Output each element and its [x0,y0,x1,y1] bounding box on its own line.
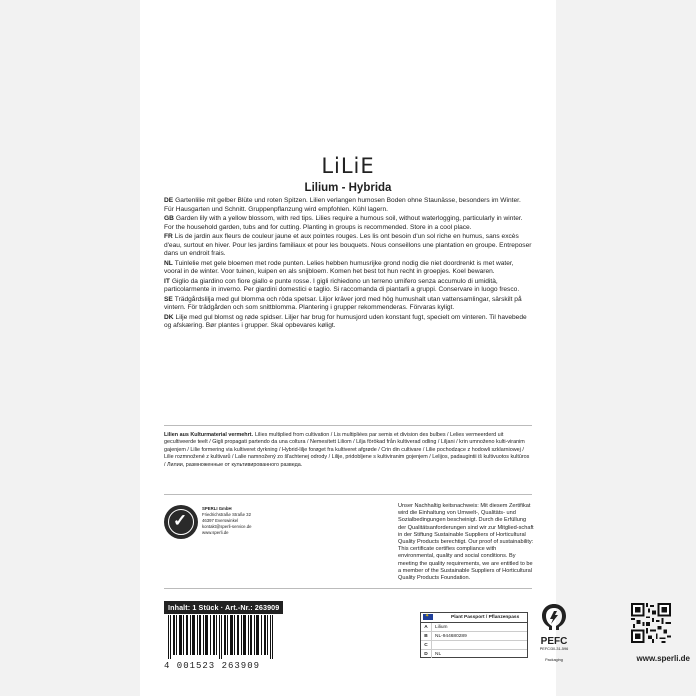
passport-value: NL-944680289 [435,633,467,639]
passport-value: NL [435,651,442,657]
description-text: Lis de jardin aux fleurs de couleur jaune et aux pointes rouges. Les lis ont besoin d'un sol riche en humus, sans excès d'eau, surtout en hiver. Pour les jardins familiaux et pour les bouquets. Nous conseillons une plantation en groupe. Entreposer dans un endroit frais. [164,233,532,257]
pefc-packaging: Packaging [545,658,563,662]
lang-code: DK [164,313,174,321]
divider [164,588,532,589]
cultivation-lead: Lilien aus Kulturmaterial vermehrt. [164,432,253,438]
barcode [164,615,276,659]
lang-code: DE [164,197,174,204]
website-link[interactable]: www.sperli.de [636,654,690,663]
passport-row [421,650,527,658]
passport-row [421,632,527,641]
description-gb [164,215,532,232]
passport-row [421,641,527,650]
company-street: Friedrichstraße Straße 32 [202,512,251,517]
qr-code-icon [631,603,671,643]
lang-code: GB [164,215,174,222]
lang-code: IT [164,277,170,285]
sustainability-text: Unser Nachhaltig keitsnachweis: Mit diesem Zertifikat wird die Einhaltung von Umwelt-, Qualitäts- und Sozialbedingungen bescheinigt. Durch die Erfüllung der Qualitätsanforderungen sind wir zur Mitglied-schaft in der Stiftung Sustainable Suppliers of Horticultural Quality Products berechtigt. Our proof of sustainability: This certificate certifies compliance with environmental, quality and social conditions. By meeting the quality requirements, we are entitled to be a member of the Sustainable Suppliers of Horticultural Quality Products Foundation. [398,503,534,582]
description-it [164,278,532,295]
passport-code: C [421,641,432,649]
divider [164,425,532,426]
description-text: Lilje med gul blomst og røde spidser. Liljer har brug for humusjord uden konstant fugt, specielt om vinteren. Til havebede og afskæring. Bør plantes i grupper. Skal opbevares køligt. [164,313,527,329]
description-text: Gartenlilie mit gelber Blüte und roten Spitzen. Lilien verlangen humosen Boden ohne Staunässe, besonders im Winter. Für Hausgarten und Schnitt. Gruppenpflanzung wird empfohlen. Kühl lagern. [164,197,521,213]
description-text: Giglio da giardino con fiore giallo e punte rosse. I gigli richiedono un terreno umifero senza accumulo di umidità, particolarmente in inverno. Per giardini domestici e taglio. Si raccomanda di piantarli a gruppi. Conservare in luogo fresco. [164,277,520,293]
cultivation-note [164,432,532,469]
description-text: Tuinlelie met gele bloemen met rode punten. Lelies hebben humusrijke grond nodig die niet doordrenkt is met water, vooral in de winter. Voor tuinen, kuipen en als snijbloem. Komen het best tot hun recht in groepjes. Koel bewaren. [164,259,514,275]
packet-back [140,0,690,696]
description-dk [164,314,532,331]
pefc-label: PEFC [540,636,568,647]
lang-code: FR [164,233,173,240]
cultivation-text: Lilies multiplied from cultivation / Lis multipliées par semis et division des bulbes / Lelies vermeerderd uit gecultiveerde teelt / Gigli propagati partendo da una coltura / Nemesített Liliom / Lilja förökad från kultiverad odling / Liljani / krin umnoženo kulti-viranim gajenjem / Lilie formering via kultiveret dyrkning / Hybrid-lilje forøget fra kultiveret afgrøde / Crin din cultivare / Lilie pochodzące z hodowli szklarniowej / Lilie rozmnožené z kultivarů / Lalie namnožený zo šľachtenej odrody / Lilije, pridobljene s kultiviranim gojenjem / Lelijos, padaugintii iš kultivuotos kultūros / Лилии, размноженные от культивированного разведа. [164,432,530,468]
company-web: www.sperli.de [202,530,229,535]
description-text: Garden lily with a yellow blossom, with red tips. Lilies require a humous soil, without waterlogging, particularly in winter. For the household garden, tubs and for cutting. Planting in groups is recommended. Store in a cool place. [164,215,523,231]
content-article-label: Inhalt: 1 Stück · Art.-Nr.: 263909 [164,601,283,614]
plant-passport [420,612,528,658]
passport-code: B [421,632,432,640]
plant-passport-title: Plant Passport / Pflanzenpass [451,615,520,620]
description-de [164,197,532,214]
company-address [202,506,252,536]
passport-row [421,623,527,632]
divider [164,494,532,495]
description-fr [164,233,532,259]
passport-code: A [421,623,432,631]
lang-code: SE [164,295,173,303]
description-nl [164,260,532,277]
product-subtitle: Lilium - Hybrida [304,182,392,194]
description-se [164,296,532,313]
passport-value: Lilium [435,624,448,630]
lang-code: NL [164,259,173,267]
product-title: LiLiE [321,154,375,178]
plant-passport-header [421,613,527,623]
pefc-code: PEFC/30-31-596 [539,647,569,651]
company-email: kontakt@sperli-service.de [202,524,252,529]
company-city: 46397 Everswinkel [202,518,239,523]
company-name: SPERLI GmbH [202,506,232,511]
quality-seal-icon: ✓ [164,505,198,539]
eu-flag-icon [423,614,433,620]
passport-code: D [421,650,432,658]
description-text: Trädgårdslilja med gul blomma och röda spetsar. Liljor kräver jord med hög humushalt utan vattensamlingar, särskilt på vintern. För trädgården och som snittblomma. Plantering i grupper rekommenderas. Förvaras kyligt. [164,295,522,311]
description-list [164,197,532,332]
barcode-number: 4 001523 263909 [164,661,261,671]
pefc-logo-icon [539,602,569,632]
